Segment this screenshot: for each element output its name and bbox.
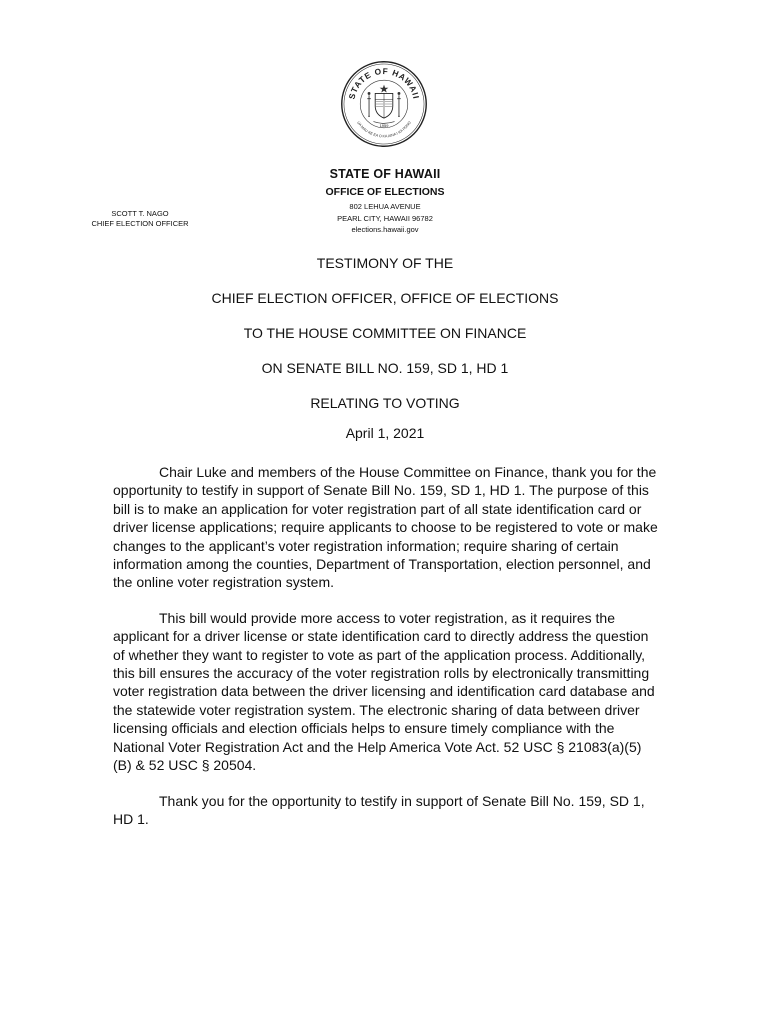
svg-text:1959: 1959 <box>379 122 389 128</box>
website-link[interactable]: elections.hawaii.gov <box>351 225 419 234</box>
testimony-body <box>113 463 658 828</box>
svg-text:UA MAU KE EA O KA AINA I KA PO: UA MAU KE EA O KA AINA I KA PONO <box>356 120 412 139</box>
title-subject: RELATING TO VOTING <box>310 395 460 411</box>
state-seal-icon <box>340 60 428 148</box>
body-paragraph-3: Thank you for the opportunity to testify in support of Senate Bill No. 159, SD 1, HD 1. <box>113 792 645 827</box>
title-committee: TO THE HOUSE COMMITTEE ON FINANCE <box>243 325 527 341</box>
title-bill: ON SENATE BILL NO. 159, SD 1, HD 1 <box>261 360 509 376</box>
title-officer: CHIEF ELECTION OFFICER, OFFICE OF ELECTIONS <box>211 290 559 306</box>
body-paragraph-2: This bill would provide more access to voter registration, as it requires the applicant for a driver license or state identification card to directly address the question of whether they want to register to vote as part of the application process. Additionally, this bill ensures the accuracy of the voter registration rolls by electronically transmitting voter registration data between the driver licensing and identification card database and the statewide voter registration system. The electronic sharing of data between driver licensing officials and election officials helps to ensure timely compliance with the National Voter Registration Act and the Help America Vote Act. 52 USC § 21083(a)(5)(B) & 52 USC § 20504. <box>113 609 655 774</box>
officer-title: CHIEF ELECTION OFFICER <box>91 219 189 228</box>
address-city: PEARL CITY, HAWAII 96782 <box>337 213 433 223</box>
officer-block <box>70 209 210 229</box>
testimony-title-block <box>100 254 670 442</box>
state-name: STATE OF HAWAII <box>329 167 441 181</box>
body-paragraph-1: Chair Luke and members of the House Committee on Finance, thank you for the opportunity to testify in support of Senate Bill No. 159, SD 1, HD 1. The purpose of this bill is to make an application for voter registration part of all state identification card or driver license applications; require applicants to choose to be registered to vote or make changes to the applicant’s voter registration information; require sharing of certain information among the counties, Department of Transportation, election personnel, and the online voter registration system. <box>113 464 658 591</box>
address-street: 802 LEHUA AVENUE <box>349 202 421 211</box>
office-name: OFFICE OF ELECTIONS <box>325 186 445 198</box>
officer-name: SCOTT T. NAGO <box>111 209 169 218</box>
testimony-date: April 1, 2021 <box>345 425 425 441</box>
svg-text:STATE OF HAWAII: STATE OF HAWAII <box>346 65 422 101</box>
office-header <box>185 166 585 236</box>
title-testimony: TESTIMONY OF THE <box>316 255 454 271</box>
